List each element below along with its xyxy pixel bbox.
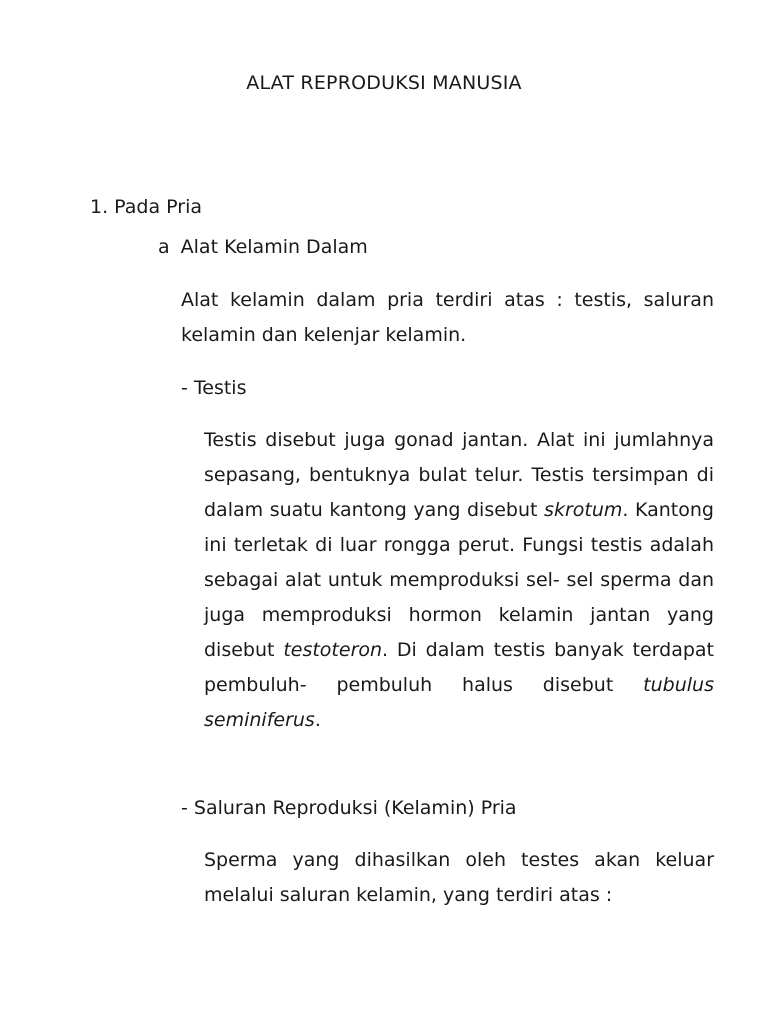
testis-text-4: . — [314, 709, 321, 731]
testis-text-2: . Kantong ini terletak di luar rongga perut. Fungsi testis adalah sebagai alat untuk memproduksi sel- sel sperma dan juga memproduksi hormon kelamin jantan yang disebut — [204, 499, 714, 661]
subsection-label: Alat Kelamin Dalam — [180, 236, 368, 258]
saluran-heading: - Saluran Reproduksi (Kelamin) Pria — [181, 797, 517, 819]
subsection-heading — [158, 236, 368, 258]
term-testoteron: testoteron — [283, 639, 383, 661]
intro-paragraph: Alat kelamin dalam pria terdiri atas : testis, saluran kelamin dan kelenjar kelamin. — [181, 289, 714, 346]
subsection-marker: a — [158, 236, 170, 258]
section-heading: 1. Pada Pria — [90, 196, 203, 218]
testis-text-3: . Di dalam testis banyak terdapat pembuluh- pembuluh halus disebut — [204, 639, 714, 696]
testis-text-1: Testis disebut juga gonad jantan. Alat ini jumlahnya sepasang, bentuknya bulat telur. Testis tersimpan di dalam suatu kantong yang disebut — [204, 429, 714, 521]
document-title: ALAT REPRODUKSI MANUSIA — [246, 72, 522, 94]
term-tubulus-seminiferus: tubulus seminiferus — [204, 674, 714, 731]
saluran-paragraph: Sperma yang dihasilkan oleh testes akan keluar melalui saluran kelamin, yang terdiri atas : — [204, 849, 714, 906]
testis-paragraph — [204, 423, 714, 738]
testis-heading: - Testis — [181, 377, 247, 399]
term-skrotum: skrotum — [544, 499, 623, 521]
